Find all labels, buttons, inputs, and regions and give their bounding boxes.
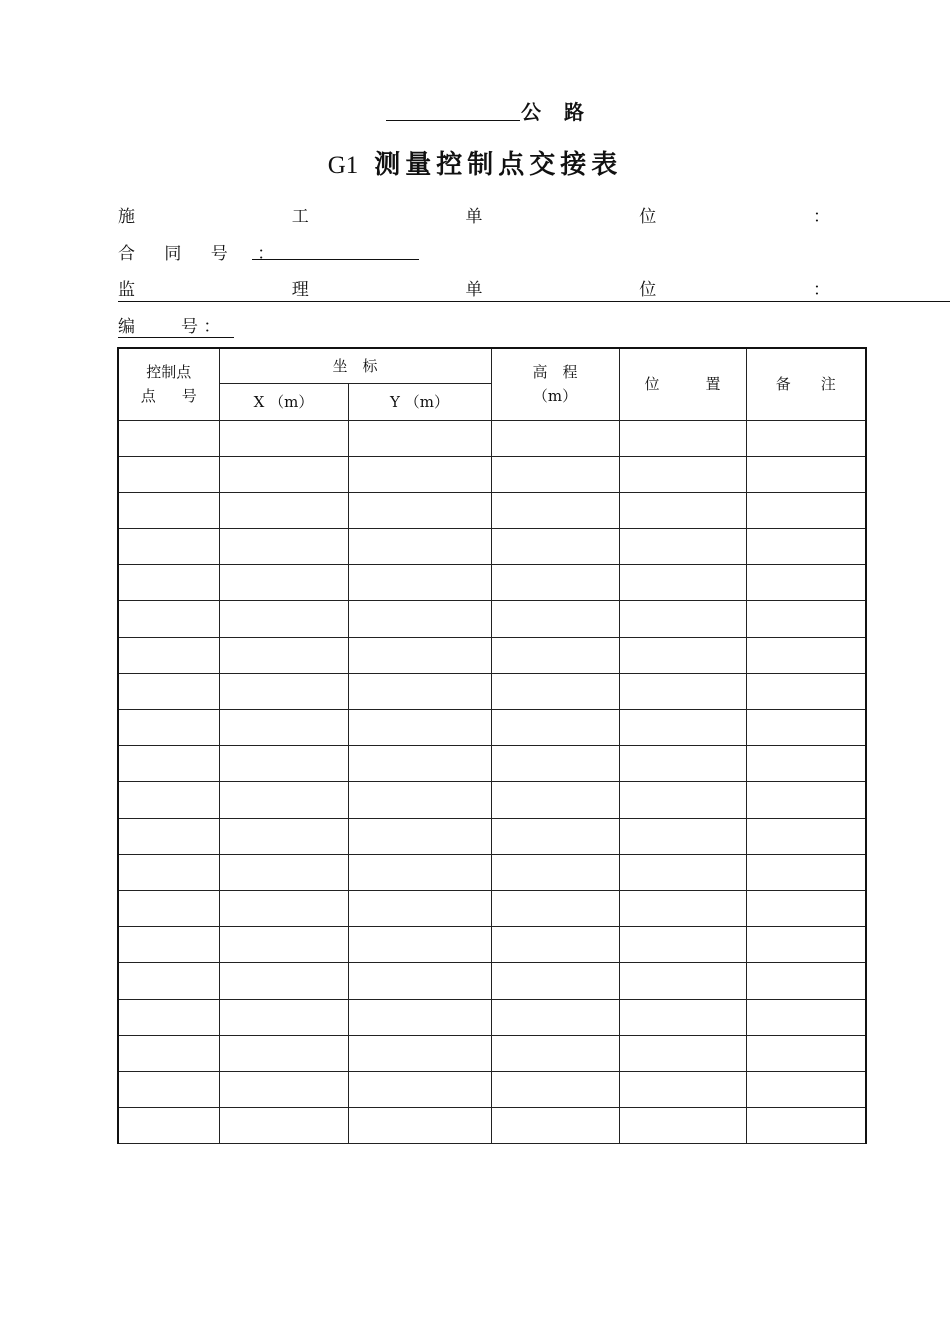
table-row — [118, 637, 866, 673]
cell-location[interactable] — [619, 529, 746, 565]
page-title — [0, 144, 950, 181]
cell-elevation[interactable] — [491, 601, 619, 637]
supervision-unit-char: 单 — [465, 280, 483, 300]
supervision-unit-char: ： — [813, 280, 830, 300]
cell-location[interactable] — [619, 818, 746, 854]
cell-x[interactable] — [219, 420, 348, 456]
cell-point-no[interactable] — [118, 1071, 219, 1107]
cell-point-no[interactable] — [118, 746, 219, 782]
cell-y[interactable] — [348, 890, 491, 926]
construction-unit-char: 施 — [118, 207, 135, 227]
construction-unit-char: 工 — [291, 207, 309, 227]
cell-remarks[interactable] — [746, 746, 866, 782]
cell-remarks[interactable] — [746, 927, 866, 963]
cell-x[interactable] — [219, 1035, 348, 1071]
cell-x[interactable] — [219, 818, 348, 854]
cell-location[interactable] — [619, 673, 746, 709]
cell-x[interactable] — [219, 890, 348, 926]
cell-location[interactable] — [619, 637, 746, 673]
header-point-no-line1: 控制点 — [146, 363, 192, 382]
cell-remarks[interactable] — [746, 529, 866, 565]
table-row — [118, 420, 866, 456]
cell-location[interactable] — [619, 420, 746, 456]
cell-point-no[interactable] — [118, 1108, 219, 1144]
cell-y[interactable] — [348, 963, 491, 999]
header-remarks: 备 注 — [746, 348, 866, 420]
cell-elevation[interactable] — [491, 492, 619, 528]
cell-y[interactable] — [348, 565, 491, 601]
header-x: X （m） — [219, 383, 348, 420]
cell-location[interactable] — [619, 782, 746, 818]
cell-elevation[interactable] — [491, 637, 619, 673]
table-row — [118, 782, 866, 818]
cell-point-no[interactable] — [118, 999, 219, 1035]
cell-remarks[interactable] — [746, 1108, 866, 1144]
form-code: G1 — [327, 152, 359, 179]
cell-x[interactable] — [219, 492, 348, 528]
contract-no-label: 合 同 号 ： — [118, 244, 287, 264]
cell-elevation[interactable] — [491, 818, 619, 854]
cell-location[interactable] — [619, 710, 746, 746]
cell-location[interactable] — [619, 746, 746, 782]
road-name-blank[interactable] — [386, 120, 520, 121]
cell-x[interactable] — [219, 710, 348, 746]
serial-no-label-a: 编 — [118, 317, 135, 337]
cell-point-no[interactable] — [118, 529, 219, 565]
road-suffix: 公 路 — [521, 100, 592, 124]
table-row — [118, 1071, 866, 1107]
table-row — [118, 601, 866, 637]
contract-no-field[interactable] — [252, 259, 419, 260]
cell-remarks[interactable] — [746, 890, 866, 926]
cell-location[interactable] — [619, 492, 746, 528]
supervision-unit-char: 位 — [639, 280, 657, 300]
cell-point-no[interactable] — [118, 492, 219, 528]
cell-point-no[interactable] — [118, 818, 219, 854]
table-row — [118, 890, 866, 926]
table-row — [118, 529, 866, 565]
cell-point-no[interactable] — [118, 710, 219, 746]
cell-point-no[interactable] — [118, 782, 219, 818]
cell-elevation[interactable] — [491, 999, 619, 1035]
cell-location[interactable] — [619, 456, 746, 492]
cell-remarks[interactable] — [746, 420, 866, 456]
cell-remarks[interactable] — [746, 492, 866, 528]
cell-remarks[interactable] — [746, 1071, 866, 1107]
form-title: 测量控制点交接表 — [374, 150, 623, 180]
cell-x[interactable] — [219, 746, 348, 782]
cell-location[interactable] — [619, 854, 746, 890]
cell-location[interactable] — [619, 963, 746, 999]
cell-x[interactable] — [219, 854, 348, 890]
cell-elevation[interactable] — [491, 1071, 619, 1107]
cell-remarks[interactable] — [746, 818, 866, 854]
cell-x[interactable] — [219, 1108, 348, 1144]
cell-elevation[interactable] — [491, 456, 619, 492]
cell-x[interactable] — [219, 529, 348, 565]
cell-elevation[interactable] — [491, 1035, 619, 1071]
construction-unit-row — [118, 202, 830, 228]
cell-point-no[interactable] — [118, 963, 219, 999]
cell-elevation[interactable] — [491, 565, 619, 601]
contract-no-row — [118, 239, 286, 265]
cell-point-no[interactable] — [118, 420, 219, 456]
cell-y[interactable] — [348, 601, 491, 637]
cell-y[interactable] — [348, 1035, 491, 1071]
cell-elevation[interactable] — [491, 420, 619, 456]
cell-y[interactable] — [348, 710, 491, 746]
cell-x[interactable] — [219, 782, 348, 818]
cell-elevation[interactable] — [491, 890, 619, 926]
table-row — [118, 565, 866, 601]
cell-remarks[interactable] — [746, 782, 866, 818]
header-point-no-line2: 点 号 — [140, 387, 197, 406]
cell-y[interactable] — [348, 1108, 491, 1144]
cell-point-no[interactable] — [118, 890, 219, 926]
cell-location[interactable] — [619, 999, 746, 1035]
cell-elevation[interactable] — [491, 1108, 619, 1144]
cell-point-no[interactable] — [118, 601, 219, 637]
cell-x[interactable] — [219, 456, 348, 492]
table-row — [118, 818, 866, 854]
table-row — [118, 492, 866, 528]
cell-elevation[interactable] — [491, 710, 619, 746]
cell-remarks[interactable] — [746, 1035, 866, 1071]
cell-y[interactable] — [348, 999, 491, 1035]
cell-y[interactable] — [348, 782, 491, 818]
construction-unit-char: 位 — [639, 207, 657, 227]
cell-x[interactable] — [219, 1071, 348, 1107]
cell-elevation[interactable] — [491, 854, 619, 890]
cell-remarks[interactable] — [746, 456, 866, 492]
cell-y[interactable] — [348, 673, 491, 709]
cell-elevation[interactable] — [491, 927, 619, 963]
serial-no-row[interactable] — [118, 312, 234, 338]
table-row — [118, 1108, 866, 1144]
supervision-unit-char: 监 — [118, 280, 135, 300]
supervision-unit-char: 理 — [291, 280, 309, 300]
table-row — [118, 1035, 866, 1071]
header-elevation-line1: 高 程 — [532, 363, 578, 382]
header-elevation — [491, 348, 619, 420]
serial-no-label — [118, 312, 234, 338]
table-row — [118, 456, 866, 492]
cell-y[interactable] — [348, 1071, 491, 1107]
table-row — [118, 710, 866, 746]
cell-remarks[interactable] — [746, 963, 866, 999]
table-row — [118, 673, 866, 709]
table-row — [118, 999, 866, 1035]
cell-elevation[interactable] — [491, 782, 619, 818]
cell-x[interactable] — [219, 601, 348, 637]
cell-y[interactable] — [348, 854, 491, 890]
cell-elevation[interactable] — [491, 746, 619, 782]
table-row — [118, 963, 866, 999]
cell-remarks[interactable] — [746, 999, 866, 1035]
header-y: Y （m） — [348, 383, 491, 420]
cell-point-no[interactable] — [118, 565, 219, 601]
cell-location[interactable] — [619, 1035, 746, 1071]
cell-location[interactable] — [619, 927, 746, 963]
cell-location[interactable] — [619, 601, 746, 637]
cell-location[interactable] — [619, 1071, 746, 1107]
cell-remarks[interactable] — [746, 710, 866, 746]
cell-point-no[interactable] — [118, 637, 219, 673]
cell-elevation[interactable] — [491, 529, 619, 565]
cell-y[interactable] — [348, 456, 491, 492]
control-point-table — [117, 347, 867, 1144]
cell-y[interactable] — [348, 927, 491, 963]
supervision-unit-row[interactable] — [118, 275, 950, 302]
cell-y[interactable] — [348, 818, 491, 854]
cell-x[interactable] — [219, 999, 348, 1035]
cell-x[interactable] — [219, 637, 348, 673]
cell-y[interactable] — [348, 420, 491, 456]
cell-remarks[interactable] — [746, 601, 866, 637]
header-location: 位 置 — [619, 348, 746, 420]
cell-remarks[interactable] — [746, 565, 866, 601]
header-point-no — [118, 348, 219, 420]
cell-y[interactable] — [348, 492, 491, 528]
table-row — [118, 746, 866, 782]
cell-x[interactable] — [219, 963, 348, 999]
cell-point-no[interactable] — [118, 854, 219, 890]
cell-point-no[interactable] — [118, 456, 219, 492]
cell-point-no[interactable] — [118, 1035, 219, 1071]
cell-y[interactable] — [348, 746, 491, 782]
supervision-unit-label — [118, 275, 830, 300]
cell-remarks[interactable] — [746, 673, 866, 709]
table-row — [118, 854, 866, 890]
cell-y[interactable] — [348, 529, 491, 565]
construction-unit-char: ： — [813, 207, 830, 227]
cell-location[interactable] — [619, 1108, 746, 1144]
cell-point-no[interactable] — [118, 927, 219, 963]
serial-no-label-b: 号 ： — [181, 317, 221, 337]
cell-x[interactable] — [219, 927, 348, 963]
construction-unit-char: 单 — [465, 207, 483, 227]
table-row — [118, 927, 866, 963]
cell-x[interactable] — [219, 673, 348, 709]
cell-x[interactable] — [219, 565, 348, 601]
header-elevation-line2: （m） — [532, 387, 578, 406]
header-coordinates: 坐 标 — [219, 348, 491, 383]
cell-elevation[interactable] — [491, 963, 619, 999]
cell-elevation[interactable] — [491, 673, 619, 709]
cell-remarks[interactable] — [746, 854, 866, 890]
cell-point-no[interactable] — [118, 673, 219, 709]
cell-remarks[interactable] — [746, 637, 866, 673]
cell-y[interactable] — [348, 637, 491, 673]
cell-location[interactable] — [619, 890, 746, 926]
cell-location[interactable] — [619, 565, 746, 601]
road-name-line — [384, 96, 784, 128]
